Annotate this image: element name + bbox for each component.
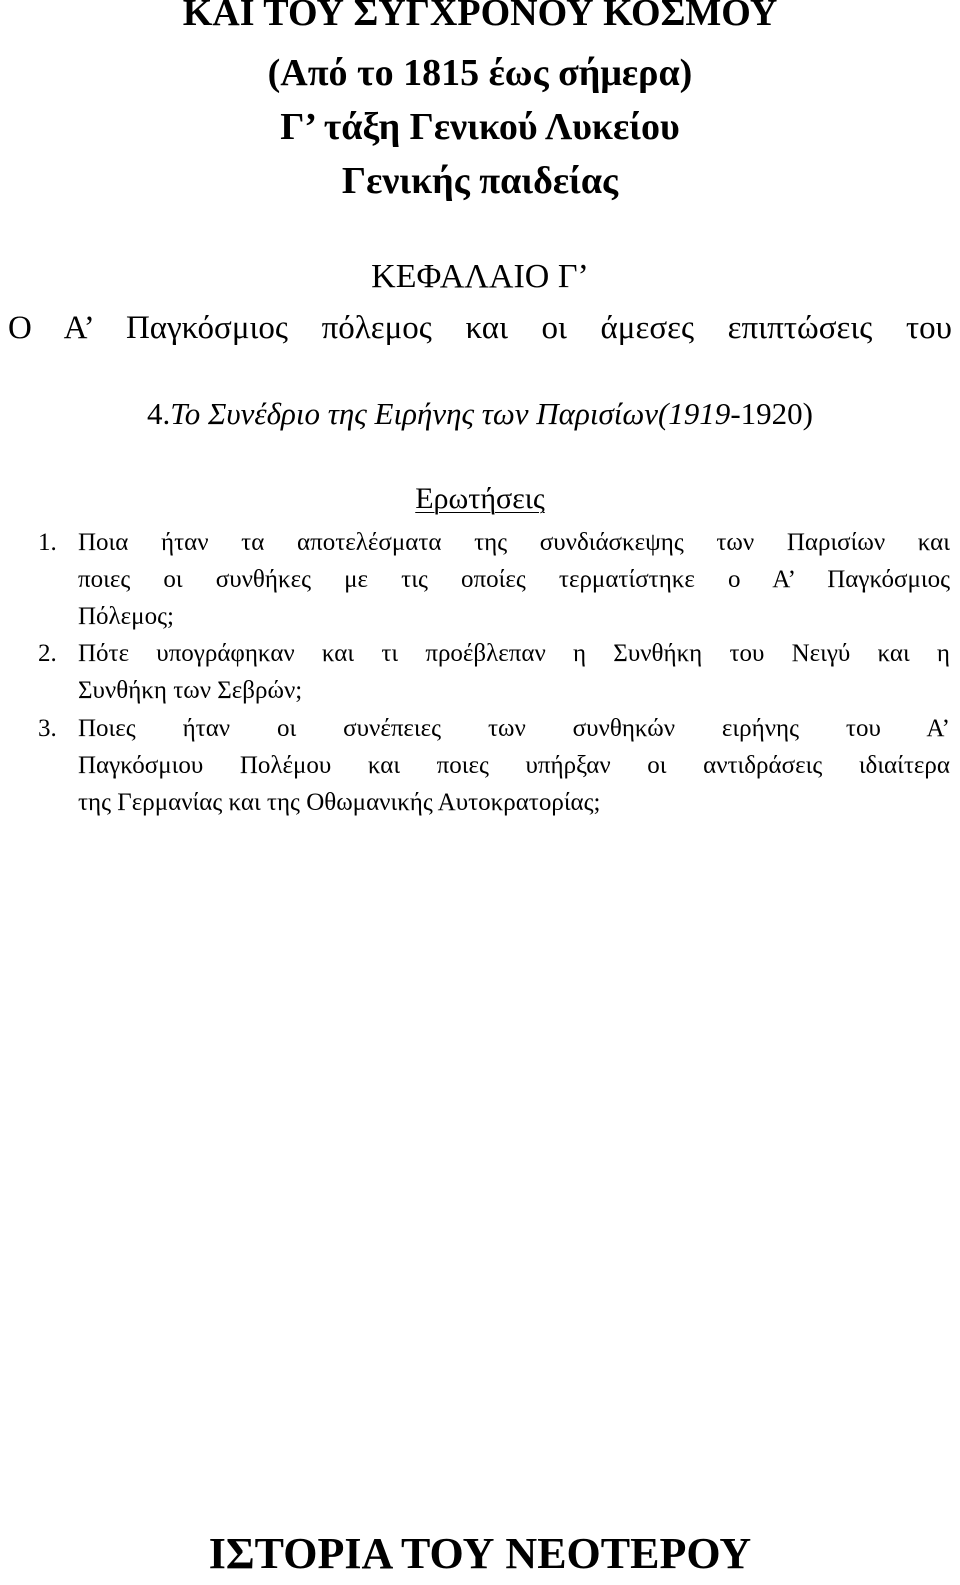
question-text-line: Πόλεμος;: [78, 603, 174, 630]
chapter-title: Ο Α’ Παγκόσμιος πόλεμος και οι άμεσες επιπτώσεις του: [8, 310, 952, 346]
question-text-line: Συνθήκη των Σεβρών;: [78, 677, 303, 704]
question-text-line: ποιες οι συνθήκες με τις οποίες τερματίστηκε ο Α’ Παγκόσμιος: [78, 566, 950, 593]
questions-heading: Ερωτήσεις: [415, 482, 545, 515]
question-text-line: της Γερμανίας και της Οθωμανικής Αυτοκρατορίας;: [78, 789, 601, 816]
document-grade: Γ’ τάξη Γενικού Λυκείου: [280, 106, 680, 148]
question-text-line: Ποια ήταν τα αποτελέσματα της συνδιάσκεψης των Παρισίων και: [78, 529, 950, 556]
section-number: 4.: [147, 396, 171, 431]
next-page-title: ΙΣΤΟΡΙΑ ΤΟΥ ΝΕΟΤΕΡΟΥ: [208, 1529, 752, 1578]
question-text-line: Ποιες ήταν οι συνέπειες των συνθηκών ειρήνης του Α’: [78, 715, 950, 742]
section-title-italic: Το Συνέδριο της Ειρήνης των Παρισίων(1919: [170, 396, 731, 431]
document-period: (Από το 1815 έως σήμερα): [267, 52, 693, 94]
question-text-line: Πότε υπογράφηκαν και τι προέβλεπαν η Συνθήκη του Νειγύ και η: [78, 640, 950, 667]
document-title-continuation: ΚΑΙ ΤΟΥ ΣΥΓΧΡΟΝΟΥ ΚΟΣΜΟΥ: [182, 0, 778, 34]
question-number: 1.: [38, 529, 57, 556]
question-number: 3.: [38, 715, 57, 742]
section-title-tail: -1920): [730, 396, 813, 431]
question-number: 2.: [38, 640, 57, 667]
document-course-type: Γενικής παιδείας: [341, 160, 619, 202]
section-title: [0, 398, 960, 429]
chapter-label: ΚΕΦΑΛΑΙΟ Γ’: [371, 258, 589, 295]
question-text-line: Παγκόσμιου Πολέμου και ποιες υπήρξαν οι αντιδράσεις ιδιαίτερα: [78, 752, 950, 779]
